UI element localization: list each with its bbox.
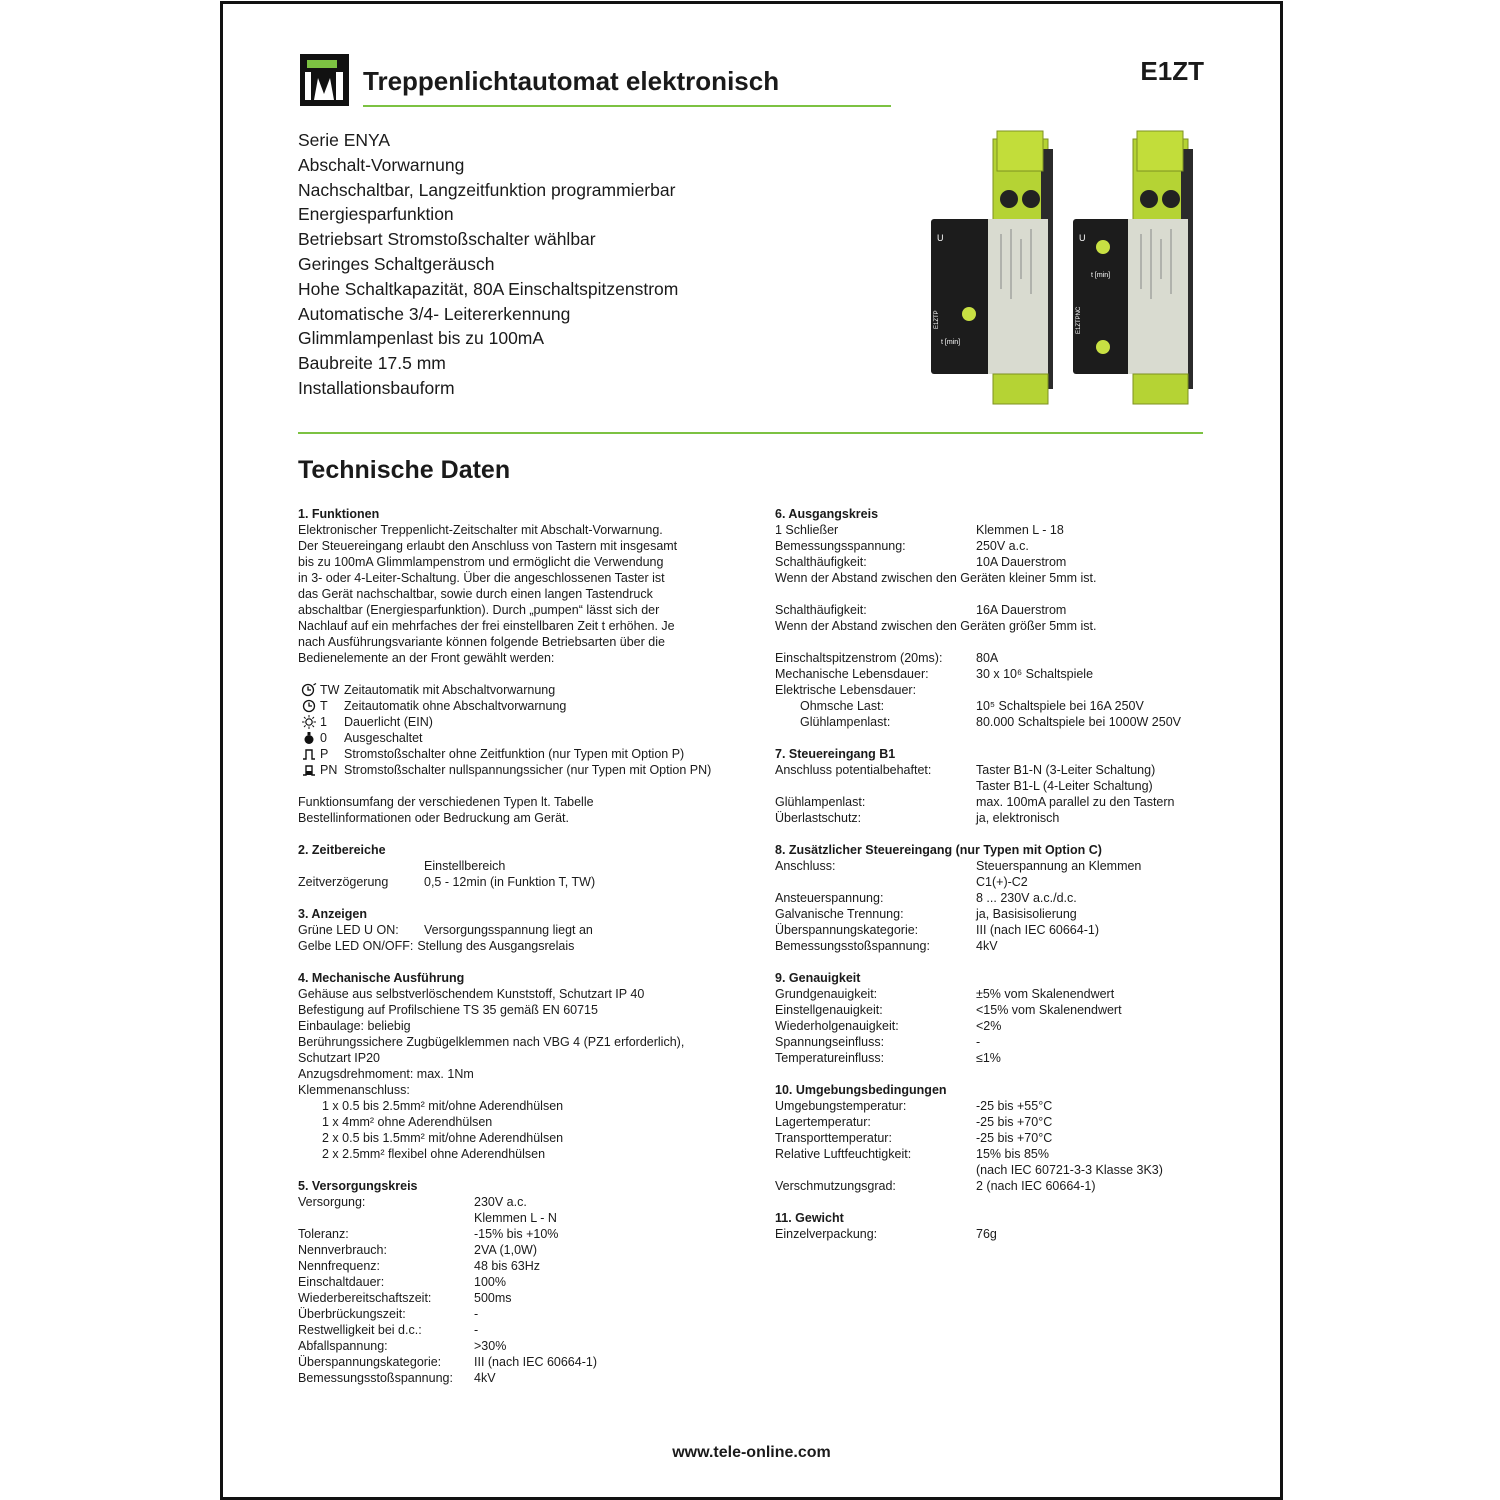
spec-key: Mechanische Lebensdauer:	[775, 667, 929, 681]
feature-item: Geringes Schaltgeräusch	[298, 253, 495, 274]
paragraph-line: Der Steuereingang erlaubt den Anschluss von Tastern mit insgesamt	[298, 539, 678, 553]
mode-text: Ausgeschaltet	[344, 731, 423, 745]
device-unit-label: t [min]	[941, 339, 961, 346]
spec-row	[775, 874, 1215, 890]
spec-key: Transporttemperatur:	[775, 1131, 892, 1145]
spec-row	[775, 666, 1215, 682]
spec-key: Gelbe LED ON/OFF:	[298, 939, 414, 953]
spec-value: 230V a.c.	[474, 1195, 527, 1209]
spec-row	[298, 1194, 748, 1210]
feature-list	[298, 128, 678, 401]
paragraph-line: abschaltbar (Energiesparfunktion). Durch „pumpen“ lässt sich der	[298, 603, 660, 617]
spec-row	[775, 1098, 1215, 1114]
spec-key: Ansteuerspannung:	[775, 891, 884, 905]
spec-value: 2 (nach IEC 60664-1)	[976, 1179, 1096, 1193]
feature-item: Glimmlampenlast bis zu 100mA	[298, 328, 545, 349]
spec-row	[298, 1274, 748, 1290]
spec-key: Ohmsche Last:	[800, 699, 885, 713]
company-logo	[300, 54, 349, 106]
spec-row	[775, 1050, 1215, 1066]
spec-value: Stellung des Ausgangsrelais	[417, 939, 575, 953]
device-image-2	[1073, 131, 1193, 404]
spec-value: 500ms	[474, 1291, 512, 1305]
mode-text: Zeitautomatik ohne Abschaltvorwarnung	[344, 699, 567, 713]
spec-row	[298, 1370, 748, 1386]
spec-key: Wiederholgenauigkeit:	[775, 1019, 899, 1033]
paragraph-line: nach Ausführungsvariante können folgende Betriebsarten über die	[298, 635, 665, 649]
note-line: Wenn der Abstand zwischen den Geräten größer 5mm ist.	[775, 619, 1097, 633]
spec-row	[775, 1146, 1215, 1162]
spec-key: Zeitverzögerung	[298, 875, 389, 889]
spec-value: Versorgungsspannung liegt an	[424, 923, 593, 937]
spec-value: -	[474, 1323, 479, 1337]
spec-value: 76g	[976, 1227, 997, 1241]
mode-code: T	[320, 699, 328, 713]
feature-item: Energiesparfunktion	[298, 204, 454, 225]
spec-key: Nennverbrauch:	[298, 1243, 387, 1257]
paragraph-line: das Gerät nachschaltbar, sowie durch einen langen Tastendruck	[298, 587, 653, 601]
spec-key: Restwelligkeit bei d.c.:	[298, 1323, 422, 1337]
feature-item: Baubreite 17.5 mm	[298, 353, 446, 374]
spec-value: C1(+)-C2	[976, 875, 1028, 889]
spec-row	[298, 1210, 748, 1226]
spec-key: Bemessungsspannung:	[775, 539, 906, 553]
title-divider	[363, 105, 891, 107]
spec-key: Toleranz:	[298, 1227, 349, 1241]
spec-key: Überspannungskategorie:	[298, 1355, 442, 1369]
spec-value: Steuerspannung an Klemmen	[976, 859, 1142, 873]
lamp-on-icon	[302, 715, 316, 729]
spec-key: Abfallspannung:	[298, 1339, 388, 1353]
spec-key	[298, 1210, 474, 1226]
spec-value: ≤1%	[976, 1051, 1001, 1065]
spec-row	[775, 762, 1215, 778]
device-led-label: U	[937, 233, 944, 243]
paragraph-line: bis zu 100mA Glimmlampenstrom und ermöglicht die Verwendung	[298, 555, 664, 569]
spec-value: III (nach IEC 60664-1)	[976, 923, 1099, 937]
spec-key: Grüne LED U ON:	[298, 923, 399, 937]
spec-value: Klemmen L - 18	[976, 523, 1064, 537]
spec-row	[775, 698, 1215, 714]
mode-row	[298, 762, 748, 778]
spec-value: 10A Dauerstrom	[976, 555, 1067, 569]
spec-key: Galvanische Trennung:	[775, 907, 904, 921]
spec-value: -	[474, 1307, 479, 1321]
spec-row	[775, 778, 1215, 794]
spec-row	[775, 906, 1215, 922]
spec-row	[775, 522, 1215, 538]
paragraph-line: Klemmenanschluss:	[298, 1083, 410, 1097]
section-heading: 3. Anzeigen	[298, 907, 367, 921]
spec-value: III (nach IEC 60664-1)	[474, 1355, 597, 1369]
spec-row	[775, 1226, 1215, 1242]
spec-key: Überlastschutz:	[775, 811, 862, 825]
spec-row	[298, 1354, 748, 1370]
spec-key: Nennfrequenz:	[298, 1259, 381, 1273]
spec-row	[775, 810, 1215, 826]
feature-item: Hohe Schaltkapazität, 80A Einschaltspitzenstrom	[298, 278, 679, 299]
spec-value: 100%	[474, 1275, 506, 1289]
spec-key: Temperatureinfluss:	[775, 1051, 885, 1065]
paragraph-line: Anzugsdrehmoment: max. 1Nm	[298, 1067, 474, 1081]
spec-row	[775, 1114, 1215, 1130]
spec-row	[775, 1162, 1215, 1178]
spec-key: Schalthäufigkeit:	[775, 555, 867, 569]
device-type-label: E1ZTPNC	[1076, 306, 1082, 334]
spec-key: Umgebungstemperatur:	[775, 1099, 907, 1113]
paragraph-line: Elektronischer Treppenlicht-Zeitschalter mit Abschalt-Vorwarnung.	[298, 523, 663, 537]
mode-text: Zeitautomatik mit Abschaltvorwarnung	[344, 683, 556, 697]
spec-key: Bemessungsstoßspannung:	[298, 1371, 453, 1385]
spec-row	[775, 714, 1215, 730]
spec-row	[775, 1034, 1215, 1050]
spec-key: Versorgung:	[298, 1195, 366, 1209]
section-divider	[298, 432, 1203, 434]
spec-row	[775, 922, 1215, 938]
spec-row	[775, 986, 1215, 1002]
spec-key: Lagertemperatur:	[775, 1115, 871, 1129]
device-unit-label: t [min]	[1091, 272, 1111, 279]
product-code: E1ZT	[1140, 56, 1204, 86]
spec-key: Überspannungskategorie:	[775, 923, 919, 937]
terminal-line: 1 x 4mm² ohne Aderendhülsen	[322, 1115, 493, 1129]
spec-value: -25 bis +70°C	[976, 1115, 1053, 1129]
spec-key: Wiederbereitschaftszeit:	[298, 1291, 432, 1305]
paragraph-line: Berührungssichere Zugbügelklemmen nach VBG 4 (PZ1 erforderlich),	[298, 1035, 685, 1049]
spec-key: Einstellgenauigkeit:	[775, 1003, 883, 1017]
mode-text: Dauerlicht (EIN)	[344, 715, 433, 729]
spec-row	[775, 1130, 1215, 1146]
spec-key: Einschaltdauer:	[298, 1275, 385, 1289]
mode-text: Stromstoßschalter nullspannungssicher (nur Typen mit Option PN)	[344, 763, 712, 777]
spec-key: 1 Schließer	[775, 523, 839, 537]
spec-key: Relative Luftfeuchtigkeit:	[775, 1147, 912, 1161]
spec-value: Klemmen L - N	[474, 1211, 557, 1225]
page-title: Treppenlichtautomat elektronisch	[363, 66, 780, 96]
spec-value: Taster B1-N (3-Leiter Schaltung)	[976, 763, 1156, 777]
mode-code: 1	[320, 715, 327, 729]
specs-left-column	[298, 506, 748, 1386]
spec-row	[775, 682, 1215, 698]
spec-key: Grundgenauigkeit:	[775, 987, 878, 1001]
spec-row	[775, 554, 1215, 570]
spec-value: 8 ... 230V a.c./d.c.	[976, 891, 1077, 905]
spec-row	[298, 922, 748, 938]
spec-value: <15% vom Skalenendwert	[976, 1003, 1122, 1017]
spec-key: Elektrische Lebensdauer:	[775, 683, 917, 697]
mode-code: PN	[320, 763, 338, 777]
paragraph-line: Gehäuse aus selbstverlöschendem Kunststoff, Schutzart IP 40	[298, 987, 645, 1001]
spec-value: 0,5 - 12min (in Funktion T, TW)	[424, 875, 596, 889]
spec-key: Bemessungsstoßspannung:	[775, 939, 930, 953]
spec-value: -25 bis +70°C	[976, 1131, 1053, 1145]
spec-key	[775, 874, 976, 890]
clock-icon	[302, 699, 316, 713]
spec-value: 16A Dauerstrom	[976, 603, 1067, 617]
spec-value: <2%	[976, 1019, 1002, 1033]
mode-row	[298, 746, 748, 762]
spec-key: Schalthäufigkeit:	[775, 603, 867, 617]
section-heading: 10. Umgebungsbedingungen	[775, 1083, 947, 1097]
spec-row	[775, 1002, 1215, 1018]
terminal-line: 2 x 0.5 bis 1.5mm² mit/ohne Aderendhülsen	[322, 1131, 564, 1145]
spec-value: ja, Basisisolierung	[976, 907, 1077, 921]
note-line: Bestellinformationen oder Bedruckung am Gerät.	[298, 811, 569, 825]
spec-value: 80A	[976, 651, 999, 665]
spec-key: Verschmutzungsgrad:	[775, 1179, 896, 1193]
note-line: Wenn der Abstand zwischen den Geräten kleiner 5mm ist.	[775, 571, 1097, 585]
spec-row	[298, 1338, 748, 1354]
paragraph-line: Einbaulage: beliebig	[298, 1019, 411, 1033]
spec-row	[298, 874, 748, 890]
spec-row	[298, 1226, 748, 1242]
section-heading: 6. Ausgangskreis	[775, 507, 879, 521]
feature-item: Betriebsart Stromstoßschalter wählbar	[298, 229, 596, 250]
terminal-line: 1 x 0.5 bis 2.5mm² mit/ohne Aderendhülsen	[322, 1099, 564, 1113]
feature-item: Serie ENYA	[298, 130, 391, 150]
spec-row	[298, 1242, 748, 1258]
device-led-label: U	[1079, 233, 1086, 243]
spec-value: Taster B1-L (4-Leiter Schaltung)	[976, 779, 1153, 793]
spec-row	[775, 794, 1215, 810]
device-image-1	[931, 131, 1053, 404]
section-heading: 11. Gewicht	[775, 1211, 844, 1225]
paragraph-line: Bedienelemente an der Front gewählt werden:	[298, 651, 555, 665]
feature-item: Abschalt-Vorwarnung	[298, 154, 465, 175]
mode-row	[298, 714, 748, 730]
spec-key	[775, 778, 976, 794]
spec-value: max. 100mA parallel zu den Tastern	[976, 795, 1175, 809]
spec-value: 2VA (1,0W)	[474, 1243, 537, 1257]
spec-row	[298, 1322, 748, 1338]
spec-value: 15% bis 85%	[976, 1147, 1049, 1161]
specs-right-column	[775, 506, 1215, 1242]
spec-row	[775, 890, 1215, 906]
spec-row	[775, 938, 1215, 954]
section-heading: 4. Mechanische Ausführung	[298, 971, 465, 985]
spec-value: ±5% vom Skalenendwert	[976, 987, 1115, 1001]
footer-url[interactable]: www.tele-online.com	[672, 1444, 831, 1461]
mode-row	[298, 730, 748, 746]
spec-value: ja, elektronisch	[976, 811, 1060, 825]
spec-key: Einzelverpackung:	[775, 1227, 878, 1241]
spec-key	[775, 1162, 976, 1178]
spec-row	[298, 1290, 748, 1306]
pulse-filled-icon	[302, 764, 316, 776]
spec-value: 10⁵ Schaltspiele bei 16A 250V	[976, 699, 1144, 713]
spec-row	[298, 1258, 748, 1274]
mode-code: 0	[320, 731, 327, 745]
spec-key: Spannungseinfluss:	[775, 1035, 885, 1049]
spec-row	[298, 938, 748, 954]
paragraph-line: Befestigung auf Profilschiene TS 35 gemäß EN 60715	[298, 1003, 598, 1017]
datasheet-page	[220, 1, 1283, 1500]
spec-value: 4kV	[474, 1371, 496, 1385]
terminal-line: 2 x 2.5mm² flexibel ohne Aderendhülsen	[322, 1147, 546, 1161]
pulse-icon	[302, 748, 316, 760]
spec-key: Glühlampenlast:	[800, 715, 891, 729]
product-photo	[923, 129, 1223, 414]
spec-row	[775, 1018, 1215, 1034]
paragraph-line: in 3- oder 4-Leiter-Schaltung. Über die angeschlossenen Taster ist	[298, 571, 665, 585]
section-heading: 9. Genauigkeit	[775, 971, 861, 985]
mode-code: TW	[320, 683, 340, 697]
section-heading: 7. Steuereingang B1	[775, 747, 896, 761]
spec-value: >30%	[474, 1339, 507, 1353]
lamp-off-icon	[303, 731, 315, 745]
paragraph-line: Schutzart IP20	[298, 1051, 380, 1065]
spec-key: Überbrückungszeit:	[298, 1307, 406, 1321]
spec-row	[775, 1178, 1215, 1194]
clock-warning-icon	[301, 683, 317, 697]
spec-value: 4kV	[976, 939, 998, 953]
spec-key: Einschaltspitzenstrom (20ms):	[775, 651, 943, 665]
paragraph-line: Nachlauf auf ein mehrfaches der frei einstellbaren Zeit t erhöhen. Je	[298, 619, 675, 633]
spec-key: Anschluss:	[775, 859, 836, 873]
spec-value: 80.000 Schaltspiele bei 1000W 250V	[976, 715, 1182, 729]
spec-value: 48 bis 63Hz	[474, 1259, 541, 1273]
feature-item: Nachschaltbar, Langzeitfunktion programmierbar	[298, 179, 676, 200]
spec-value: -15% bis +10%	[474, 1227, 559, 1241]
mode-code: P	[320, 747, 329, 761]
feature-item: Automatische 3/4- Leitererkennung	[298, 303, 571, 324]
spec-value: 30 x 10⁶ Schaltspiele	[976, 667, 1094, 681]
mode-row	[298, 682, 748, 698]
device-type-label: E1ZTP	[934, 310, 940, 329]
spec-row	[775, 650, 1215, 666]
section-heading: 1. Funktionen	[298, 507, 380, 521]
spec-row	[775, 602, 1215, 618]
spec-key: Anschluss potentialbehaftet:	[775, 763, 932, 777]
section-heading: 2. Zeitbereiche	[298, 843, 386, 857]
section-title: Technische Daten	[298, 456, 511, 484]
note-line: Funktionsumfang der verschiedenen Typen lt. Tabelle	[298, 795, 594, 809]
feature-item: Installationsbauform	[298, 377, 455, 398]
mode-text: Stromstoßschalter ohne Zeitfunktion (nur Typen mit Option P)	[344, 747, 685, 761]
table-header: Einstellbereich	[424, 859, 506, 873]
section-heading: 8. Zusätzlicher Steuereingang (nur Typen mit Option C)	[775, 843, 1102, 857]
mode-row	[298, 698, 748, 714]
spec-value: -25 bis +55°C	[976, 1099, 1053, 1113]
spec-row	[298, 1306, 748, 1322]
spec-key: Glühlampenlast:	[775, 795, 866, 809]
spec-row	[775, 858, 1215, 874]
spec-value: -	[976, 1035, 981, 1049]
spec-row	[775, 538, 1215, 554]
section-heading: 5. Versorgungskreis	[298, 1179, 418, 1193]
spec-value: (nach IEC 60721-3-3 Klasse 3K3)	[976, 1163, 1163, 1177]
spec-value: 250V a.c.	[976, 539, 1029, 553]
